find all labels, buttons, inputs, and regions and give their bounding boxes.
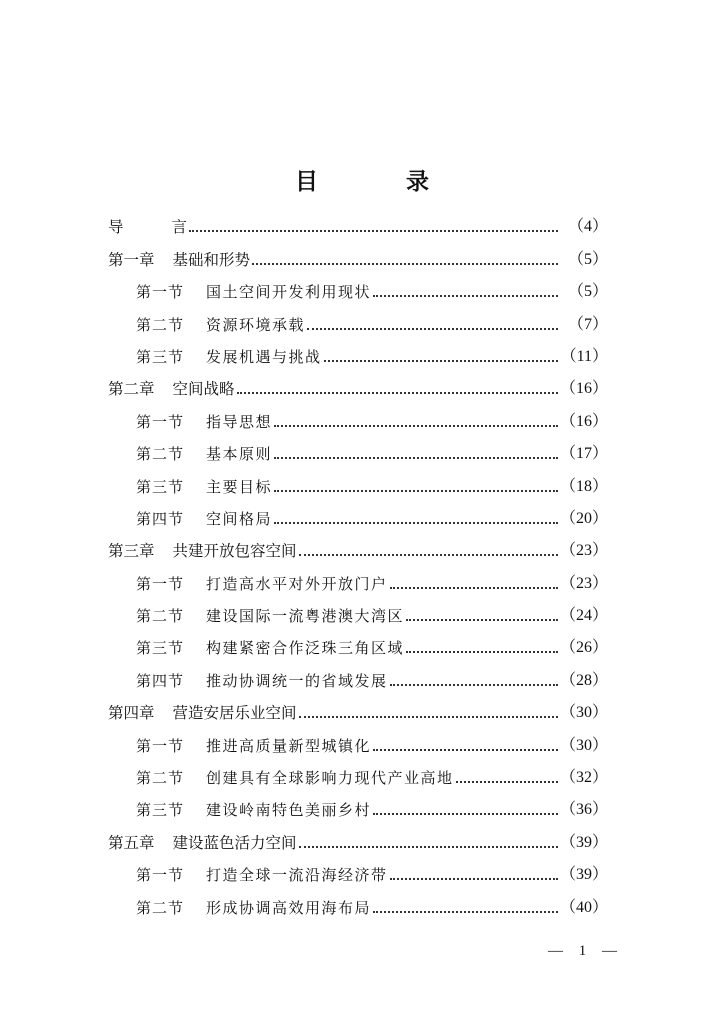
toc-section-row: [108, 497, 608, 529]
dot-leader: [299, 553, 558, 556]
toc-entry-title: 推动协调统一的省域发展: [206, 671, 388, 690]
toc-entry-title: 构建紧密合作泛珠三角区域: [206, 639, 405, 658]
toc-entry-title: 空间格局: [206, 509, 273, 528]
dot-leader: [456, 780, 558, 783]
dot-leader: [373, 748, 558, 751]
toc-entry-number: 第四节: [136, 509, 185, 528]
toc-page-number: （26）: [560, 639, 609, 657]
toc-entry-number: 第三节: [136, 801, 185, 820]
toc-page-number: （36）: [560, 801, 609, 819]
dot-leader: [373, 294, 558, 297]
dot-leader: [299, 845, 558, 848]
toc-entry-label: [136, 444, 272, 464]
toc-entry-number: 第二章: [108, 380, 155, 399]
toc-section-row: [108, 885, 608, 917]
toc-entry-number: 第一节: [136, 736, 185, 755]
toc-page-number: （39）: [560, 866, 609, 884]
toc-page-number: （5）: [567, 283, 608, 301]
toc-entry-label: [136, 477, 272, 497]
toc-section-row: [108, 302, 608, 334]
toc-entry-label: [136, 768, 454, 788]
dot-leader: [237, 391, 558, 394]
toc-section-row: [108, 399, 608, 431]
toc-page-number: （30）: [560, 704, 609, 722]
dot-leader: [252, 262, 558, 265]
toc-page-number: （5）: [567, 250, 608, 268]
toc-page-number: （23）: [560, 574, 609, 592]
toc-entry-label: [136, 800, 371, 820]
toc-entry-title: 建设岭南特色美丽乡村: [206, 801, 372, 820]
toc-page-number: （18）: [560, 477, 609, 495]
toc-section-row: [108, 723, 608, 755]
toc-section-row: [108, 594, 608, 626]
toc-chapter-row: [108, 691, 608, 723]
toc-entry-title: 言: [171, 218, 188, 237]
page-title: 目 录: [294, 169, 469, 195]
toc-entry-title: 主要目标: [206, 477, 273, 496]
toc-page-number: （17）: [560, 445, 609, 463]
toc-chapter-row: [108, 205, 608, 237]
toc-entry-title: 创建具有全球影响力现代产业高地: [206, 769, 454, 788]
toc-section-row: [108, 561, 608, 593]
toc-entry-label: [136, 898, 371, 918]
toc-section-row: [108, 853, 608, 885]
toc-chapter-row: [108, 529, 608, 561]
toc-entry-title: 发展机遇与挑战: [206, 347, 322, 366]
toc-section-row: [108, 626, 608, 658]
toc-entry-label: [108, 541, 297, 561]
toc-entry-label: [136, 606, 404, 626]
toc-section-row: [108, 335, 608, 367]
toc-entry-label: [136, 736, 371, 756]
toc-page-number: （28）: [560, 671, 609, 689]
page-number: — 1 —: [548, 943, 623, 959]
toc-entry-title: 形成协调高效用海布局: [206, 898, 372, 917]
toc-entry-label: [136, 638, 404, 658]
toc-entry-label: [136, 574, 388, 594]
toc-section-row: [108, 788, 608, 820]
dot-leader: [274, 521, 558, 524]
toc-entry-number: 第二节: [136, 769, 185, 788]
toc-entry-number: 第一节: [136, 412, 185, 431]
dot-leader: [406, 618, 558, 621]
toc-entry-number: 第三节: [136, 347, 185, 366]
toc-chapter-row: [108, 237, 608, 269]
toc-page-number: （30）: [560, 736, 609, 754]
toc-entry-title: 指导思想: [206, 412, 273, 431]
toc-section-row: [108, 464, 608, 496]
toc-page-number: （32）: [560, 769, 609, 787]
toc-entry-label: [136, 671, 388, 691]
toc-entry-title: 共建开放包容空间: [172, 542, 297, 561]
dot-leader: [189, 229, 558, 232]
toc-entry-label: [136, 347, 322, 367]
toc-section-row: [108, 432, 608, 464]
toc-entry-title: 推进高质量新型城镇化: [206, 736, 372, 755]
toc-page-number: （7）: [567, 315, 608, 333]
toc-entry-number: 第二节: [136, 315, 185, 334]
dot-leader: [390, 877, 558, 880]
toc-entry-title: 营造安居乐业空间: [172, 704, 297, 723]
dot-leader: [373, 910, 558, 913]
toc-section-row: [108, 756, 608, 788]
dot-leader: [307, 327, 558, 330]
dot-leader: [406, 650, 558, 653]
toc-chapter-row: [108, 367, 608, 399]
toc-page-number: （20）: [560, 509, 609, 527]
toc-entry-number: 第二节: [136, 898, 185, 917]
toc-page-number: （39）: [560, 833, 609, 851]
toc-entry-number: 导: [108, 218, 124, 237]
toc-page-number: （16）: [560, 380, 609, 398]
dot-leader: [274, 424, 558, 427]
toc-entry-title: 国土空间开发利用现状: [206, 283, 372, 302]
toc-entry-label: [136, 412, 272, 432]
toc-page-number: （11）: [560, 347, 608, 365]
toc-entry-number: 第一章: [108, 250, 155, 269]
toc-entry-title: 打造高水平对外开放门户: [206, 574, 388, 593]
toc-entry-title: 基本原则: [206, 445, 273, 464]
toc-section-row: [108, 270, 608, 302]
dot-leader: [390, 683, 558, 686]
toc-page-number: （40）: [560, 898, 609, 916]
toc-page-number: （24）: [560, 607, 609, 625]
toc-page-number: （23）: [560, 542, 609, 560]
toc-entry-label: [108, 833, 297, 853]
toc-entry-label: [136, 865, 388, 885]
toc-entry-label: [108, 703, 297, 723]
table-of-contents: [108, 205, 608, 918]
toc-entry-label: [108, 379, 235, 399]
toc-entry-title: 基础和形势: [172, 250, 251, 269]
toc-entry-number: 第二节: [136, 445, 185, 464]
toc-entry-number: 第四章: [108, 704, 155, 723]
toc-entry-label: [136, 282, 371, 302]
dot-leader: [373, 812, 558, 815]
toc-entry-number: 第四节: [136, 671, 185, 690]
toc-entry-label: [136, 509, 272, 529]
toc-page-number: （4）: [567, 218, 608, 236]
toc-entry-number: 第三章: [108, 542, 155, 561]
toc-entry-number: 第五章: [108, 833, 155, 852]
toc-entry-label: [108, 217, 187, 237]
toc-entry-title: 资源环境承载: [206, 315, 306, 334]
dot-leader: [324, 359, 558, 362]
dot-leader: [299, 715, 558, 718]
toc-entry-title: 空间战略: [172, 380, 235, 399]
dot-leader: [274, 489, 558, 492]
toc-section-row: [108, 658, 608, 690]
toc-entry-number: 第三节: [136, 477, 185, 496]
dot-leader: [274, 456, 558, 459]
toc-entry-number: 第三节: [136, 639, 185, 658]
dot-leader: [390, 586, 558, 589]
toc-entry-number: 第一节: [136, 574, 185, 593]
toc-page-number: （16）: [560, 412, 609, 430]
toc-entry-title: 建设国际一流粤港澳大湾区: [206, 607, 405, 626]
toc-entry-label: [108, 250, 250, 270]
toc-chapter-row: [108, 820, 608, 852]
toc-entry-title: 建设蓝色活力空间: [172, 833, 297, 852]
toc-entry-number: 第二节: [136, 607, 185, 626]
toc-entry-title: 打造全球一流沿海经济带: [206, 866, 388, 885]
toc-entry-number: 第一节: [136, 283, 185, 302]
toc-entry-label: [136, 315, 305, 335]
toc-entry-number: 第一节: [136, 866, 185, 885]
